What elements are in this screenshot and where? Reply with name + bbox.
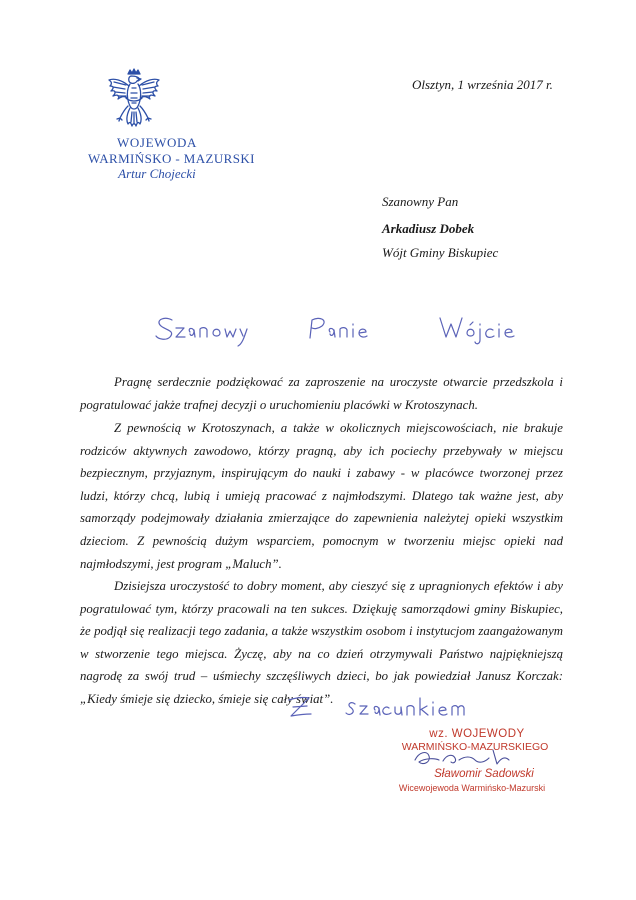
- stamp-line-2: WARMIŃSKO-MAZURSKIEGO: [401, 741, 549, 753]
- letterhead-name: Artur Chojecki: [118, 166, 196, 181]
- recipient-title: Wójt Gminy Biskupiec: [382, 245, 499, 260]
- stamp-line-1: wz. WOJEWODY: [429, 728, 525, 740]
- letterhead-region: WARMIŃSKO - MAZURSKI: [88, 151, 255, 166]
- eagle-emblem-icon: [106, 68, 162, 132]
- letter-date: Olsztyn, 1 września 2017 r.: [412, 77, 553, 92]
- recipient-salutation: Szanowny Pan: [382, 194, 459, 209]
- stamp-signatory-name: Sławomir Sadowski: [434, 768, 534, 780]
- letterhead-office: WOJEWODA: [117, 135, 197, 150]
- stamp-signatory-title: Wicewojewoda Warmińsko-Mazurski: [398, 783, 546, 793]
- handwritten-closing: [285, 690, 535, 726]
- paragraph-3: Dzisiejsza uroczystość to dobry moment, aby cieszyć się z upragnionych efektów i aby pogratulować tym, którzy pracowali na ten sukces. Dziękuję samorządowi gminy Biskupiec, że podjął się realizacji tego zadania, a także wszystkim osobom i instytucjom zaangażowanym w stworzenie tego miejsca. Życzę, aby na co dzień otrzymywali Państwo najpiękniejszą nagrodę za swój trud – uśmiechy szczęśliwych dzieci, bo jak powiedział Janusz Korczak: „Kiedy śmieje się dziecko, śmieje się cały świat”.: [80, 579, 563, 706]
- signature-icon: [405, 740, 535, 770]
- handwritten-greeting: [150, 306, 530, 348]
- paragraph-2: Z pewnością w Krotoszynach, a także w okolicznych miejscowościach, nie brakuje rodziców aktywnych zawodowo, którzy pragną, aby ich pociechy przebywały w miejscu bezpiecznym, przyjaznym, inspirującym do nauki i zabawy - w placówce tworzonej przez ludzi, którzy chcą, lubią i umieją pracować z najmłodszymi. Dlatego tak ważne jest, aby samorządy podejmowały działania zmierzające do zapewnienia należytej opieki wszystkim dzieciom. Z pewnością dużym wsparciem, pomocnym w tworzeniu miejsc opieki nad najmłodszymi, jest program „Maluch”.: [80, 421, 563, 571]
- paragraph-1: Pragnę serdecznie podziękować za zaproszenie na uroczyste otwarcie przedszkola i pogratulować jakże trafnej decyzji o uruchomieniu placówki w Krotoszynach.: [80, 375, 563, 412]
- recipient-name: Arkadiusz Dobek: [382, 221, 475, 236]
